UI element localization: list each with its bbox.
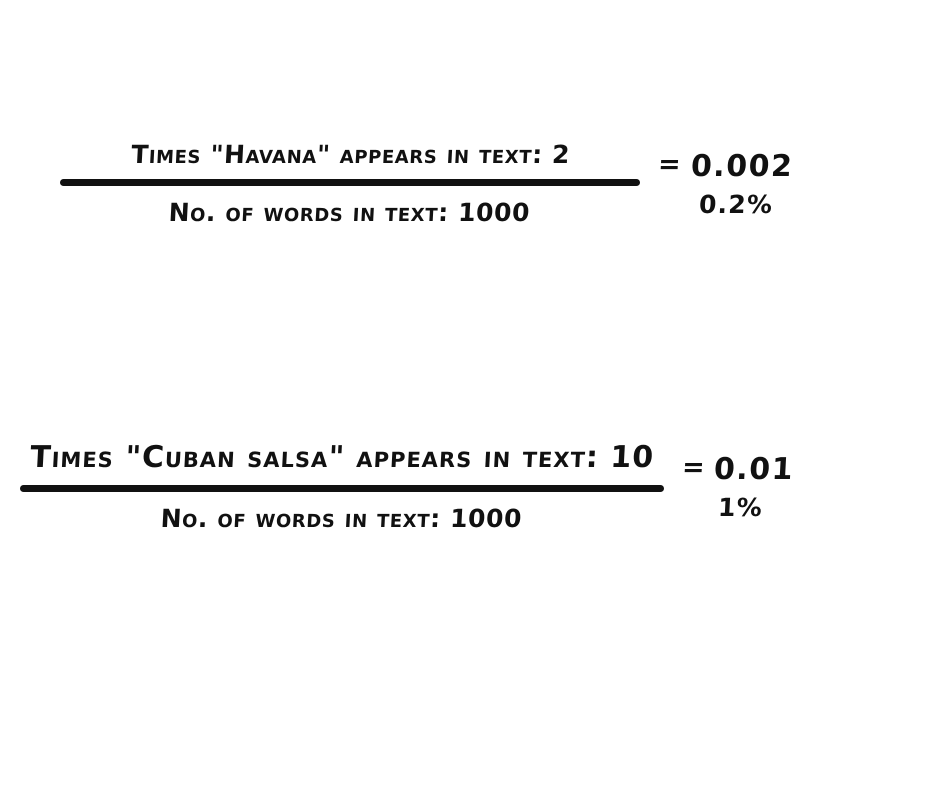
formula-havana-term-frequency xyxy=(60,140,793,227)
result-value-havana: 0.002 xyxy=(689,149,794,184)
denominator-havana: No. of words in text: 1000 xyxy=(168,198,532,227)
equals-sign-cuban-salsa: = xyxy=(681,452,706,483)
result-value-cuban-salsa: 0.01 xyxy=(713,452,796,487)
fraction-havana xyxy=(60,140,640,227)
result-values-havana xyxy=(691,150,793,221)
numerator-cuban-salsa: Times "Cuban salsa" appears in text: 10 xyxy=(29,440,656,475)
fraction-cuban-salsa xyxy=(20,440,664,533)
fraction-bar-cuban-salsa xyxy=(20,485,664,492)
formula-cuban-salsa-term-frequency xyxy=(20,440,795,533)
numerator-havana: Times "Havana" appears in text: 2 xyxy=(130,140,571,169)
result-values-cuban-salsa xyxy=(714,453,794,524)
result-percent-havana: 0.2% xyxy=(697,189,774,219)
equals-sign-havana: = xyxy=(657,149,682,180)
result-havana xyxy=(658,150,793,221)
result-cuban-salsa xyxy=(682,453,795,524)
fraction-bar-havana xyxy=(60,179,640,186)
denominator-cuban-salsa: No. of words in text: 1000 xyxy=(160,504,524,533)
result-percent-cuban-salsa: 1% xyxy=(717,492,765,522)
